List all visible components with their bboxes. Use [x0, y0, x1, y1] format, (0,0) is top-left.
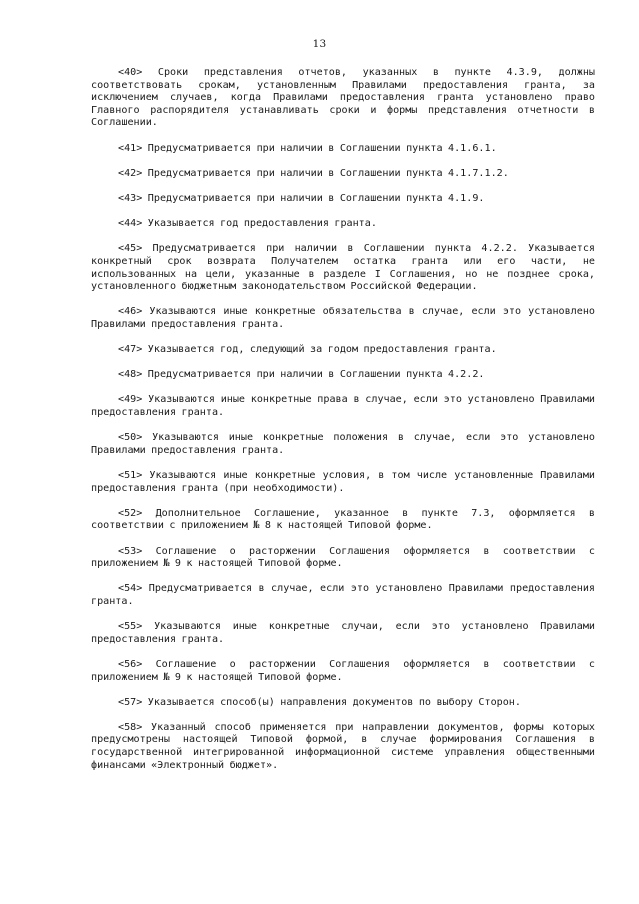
- page-number: 13: [312, 38, 327, 50]
- footnote-41: <41> Предусматривается при наличии в Соглашении пункта 4.1.6.1.: [118, 142, 497, 154]
- footnote-50: <50> Указываются иные конкретные положения в случае, если это установлено Правилами предоставления гранта.: [91, 432, 595, 456]
- footnote-43: <43> Предусматривается при наличии в Соглашении пункта 4.1.9.: [118, 192, 485, 204]
- footnote-58: <58> Указанный способ применяется при направлении документов, формы которых предусмотрены настоящей Типовой формой, в случае формирования Соглашения в государственной интегрированной информационной системе управления общественными финансами «Электронный бюджет».: [91, 721, 595, 771]
- footnote-45: <45> Предусматривается при наличии в Соглашении пункта 4.2.2. Указывается конкретный срок возврата Получателем остатка гранта или его части, не использованных на цели, указанные в разделе I Соглашения, но не позднее срока, установленного бюджетным законодательством Российской Федерации.: [91, 243, 595, 293]
- footnote-52: <52> Дополнительное Соглашение, указанное в пункте 7.3, оформляется в соответствии с приложением № 8 к настоящей Типовой форме.: [91, 507, 595, 532]
- footnote-54: <54> Предусматривается в случае, если это установлено Правилами предоставления гранта.: [91, 583, 595, 607]
- footnote-46: <46> Указываются иные конкретные обязательства в случае, если это установлено Правилами предоставления гранта.: [91, 306, 595, 330]
- footnote-40: <40> Сроки представления отчетов, указанных в пункте 4.3.9, должны соответствовать срокам, установленным Правилами предоставления гранта, за исключением случаев, когда Правилами предоставления гранта установлено право Главного распорядителя устанавливать сроки и формы представления отчетности в Соглашении.: [91, 67, 595, 129]
- footnotes-list: [91, 67, 595, 772]
- footnote-56: <56> Соглашение о расторжении Соглашения оформляется в соответствии с приложением № 9 к настоящей Типовой форме.: [91, 658, 595, 683]
- footnote-57: <57> Указывается способ(ы) направления документов по выбору Сторон.: [118, 696, 521, 708]
- footnote-51: <51> Указываются иные конкретные условия, в том числе установленные Правилами предоставления гранта (при необходимости).: [91, 470, 595, 494]
- footnote-42: <42> Предусматривается при наличии в Соглашении пункта 4.1.7.1.2.: [118, 167, 509, 179]
- footnote-49: <49> Указываются иные конкретные права в случае, если это установлено Правилами предоставления гранта.: [91, 394, 595, 419]
- footnote-55: <55> Указываются иные конкретные случаи, если это установлено Правилами предоставления гранта.: [91, 621, 595, 645]
- footnote-48: <48> Предусматривается при наличии в Соглашении пункта 4.2.2.: [118, 369, 485, 381]
- footnote-44: <44> Указывается год предоставления гранта.: [118, 218, 377, 230]
- footnote-47: <47> Указывается год, следующий за годом предоставления гранта.: [118, 344, 497, 356]
- footnote-53: <53> Соглашение о расторжении Соглашения оформляется в соответствии с приложением № 9 к настоящей Типовой форме.: [91, 545, 595, 570]
